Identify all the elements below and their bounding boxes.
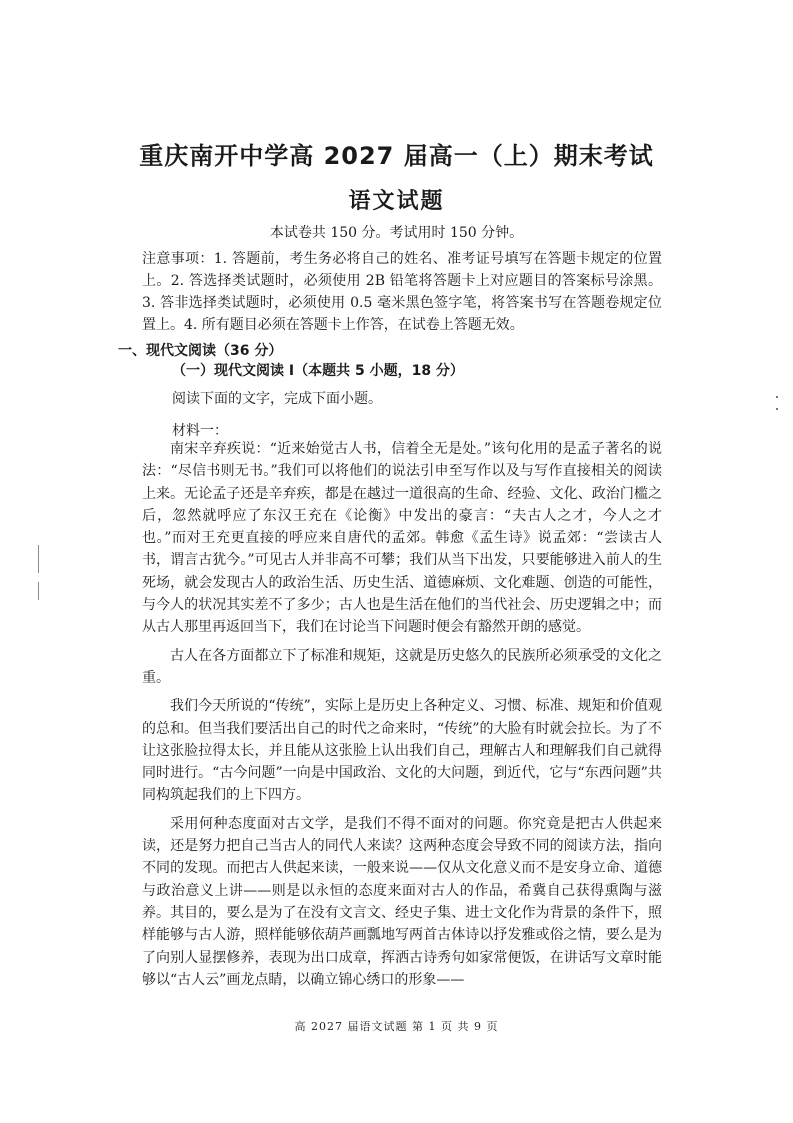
exam-info: 本试卷共 150 分。考试用时 150 分钟。 xyxy=(269,225,524,241)
section-heading: 一、现代文阅读（36 分） xyxy=(118,343,283,359)
binding-mark xyxy=(38,545,39,573)
page-footer: 高 2027 届语文试题 第 1 页 共 9 页 xyxy=(294,1020,499,1033)
sub-section-heading: （一）现代文阅读 I（本题共 5 小题，18 分） xyxy=(172,363,464,379)
material-label: 材料一： xyxy=(172,423,228,439)
reading-instruction: 阅读下面的文字，完成下面小题。 xyxy=(172,391,382,407)
exam-subtitle: 语文试题 xyxy=(348,189,445,214)
passage-paragraph: 南宋辛弃疾说：“近来始觉古人书，信着全无是处。”该句化用的是孟子著名的说法：“尽信书则无书。”我们可以将他们的说法引申至写作以及与写作直接相关的阅读上来。无论孟子还是辛弃疾，都是在越过一道很高的生命、经验、文化、政治门槛之后，忽然就呼应了东汉王充在《论衡》中发出的豪言：“夫古人之才，今人之才也。”而对王充更直接的呼应来自唐代的孟郊。韩愈《孟生诗》说孟郊：“尝读古人书，谓言古犹今。”可见古人并非高不可攀；我们从当下出发，只要能够进入前人的生死场，就会发现古人的政治生活、历史生活、道德麻烦、文化难题、创造的可能性，与今人的状况其实差不了多少；古人也是生活在他们的当代社会、历史逻辑之中；而从古人那里再返回当下，我们在讨论当下问题时便会有豁然开朗的感觉。 xyxy=(142,441,662,636)
binding-mark xyxy=(38,582,39,600)
passage-paragraph: 我们今天所说的“传统”，实际上是历史上各种定义、习惯、标准、规矩和价值观的总和。但当我们要活出自己的时代之命来时，“传统”的大脸有时就会拉长。为了不让这张脸拉得太长，并且能从这张脸上认出我们自己，理解古人和理解我们自己就得同时进行。“古今问题”一向是中国政治、文化的大问题，到近代，它与“东西问题”共同构筑起我们的上下四方。 xyxy=(142,698,662,804)
passage-body xyxy=(142,438,662,997)
notice-text: 注意事项：1. 答题前，考生务必将自己的姓名、准考证号填写在答题卡规定的位置上。2. 答选择类试题时，必须使用 2B 铅笔将答题卡上对应题目的答案标号涂黑。3. 答非选择类试题时，必须使用 0.5 毫米黑色签字笔，将答案书写在答题卷规定位置上。4. 所有题目必须在答题卡上作答，在试卷上答题无效。 xyxy=(142,251,662,333)
passage-paragraph: 采用何种态度面对古文学，是我们不得不面对的问题。你究竟是把古人供起来读，还是努力把自己当古人的同代人来读？这两种态度会导致不同的阅读方法，指向不同的发现。而把古人供起来读，一般来说——仅从文化意义而不是安身立命、道德与政治意义上讲——则是以永恒的态度来面对古人的作品，希冀自己获得熏陶与滋养。其目的，要么是为了在没有文言文、经史子集、进士文化作为背景的条件下，照样能够与古人游，照样能够依葫芦画瓢地写两首古体诗以抒发雅或俗之情，要么是为了向别人显摆修养，表现为出口成章，挥洒古诗秀句如家常便饭，在讲话写文章时能够以“古人云”画龙点睛，以确立锦心绣口的形象—— xyxy=(142,815,662,988)
passage-paragraph: 古人在各方面都立下了标准和规矩，这就是历史悠久的民族所必须承受的文化之重。 xyxy=(142,647,662,686)
scan-edge-mark xyxy=(776,396,778,410)
exam-title: 重庆南开中学高 2027 届高一（上）期末考试 xyxy=(139,142,654,170)
